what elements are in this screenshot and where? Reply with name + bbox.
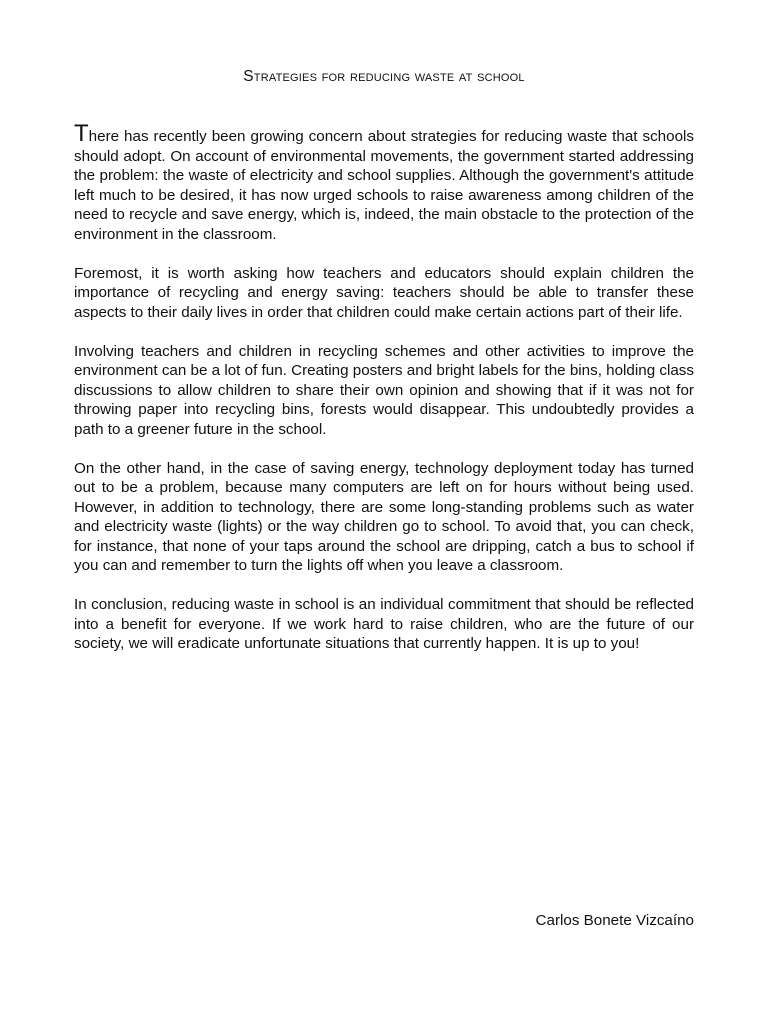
document-body <box>74 120 694 673</box>
paragraph-energy: On the other hand, in the case of saving energy, technology deployment today has turned out to be a problem, because many computers are left on for hours without being used. However, in addition to technology, there are some long-standing problems such as water and electricity waste (lights) or the way children go to school. To avoid that, you can check, for instance, that none of your taps around the school are dripping, catch a bus to school if you can and remember to turn the lights off when you leave a classroom. <box>74 459 694 574</box>
paragraph-recycling: Involving teachers and children in recycling schemes and other activities to improve the environment can be a lot of fun. Creating posters and bright labels for the bins, holding class discussions to allow children to share their own opinion and showing that if it was not for throwing paper into recycling bins, forests would disappear. This undoubtedly provides a path to a greener future in the school. <box>74 342 694 438</box>
document-title: Strategies for reducing waste at school <box>243 68 525 85</box>
paragraph-teachers: Foremost, it is worth asking how teachers and educators should explain children the importance of recycling and energy saving: teachers should be able to transfer these aspects to their daily lives in order that children could make certain actions part of their life. <box>74 264 694 321</box>
paragraph-conclusion: In conclusion, reducing waste in school is an individual commitment that should be reflected into a benefit for everyone. If we work hard to raise children, who are the future of our society, we will eradicate unfortunate situations that currently happen. It is up to you! <box>74 596 694 652</box>
paragraph-intro: There has recently been growing concern about strategies for reducing waste that schools should adopt. On account of environmental movements, the government started addressing the problem: the waste of electricity and school supplies. Although the government's attitude left much to be desired, it has now urged schools to raise awareness among children of the need to recycle and save energy, which is, indeed, the main obstacle to the protection of the environment in the classroom. <box>74 120 694 243</box>
author-signature: Carlos Bonete Vizcaíno <box>535 912 694 929</box>
